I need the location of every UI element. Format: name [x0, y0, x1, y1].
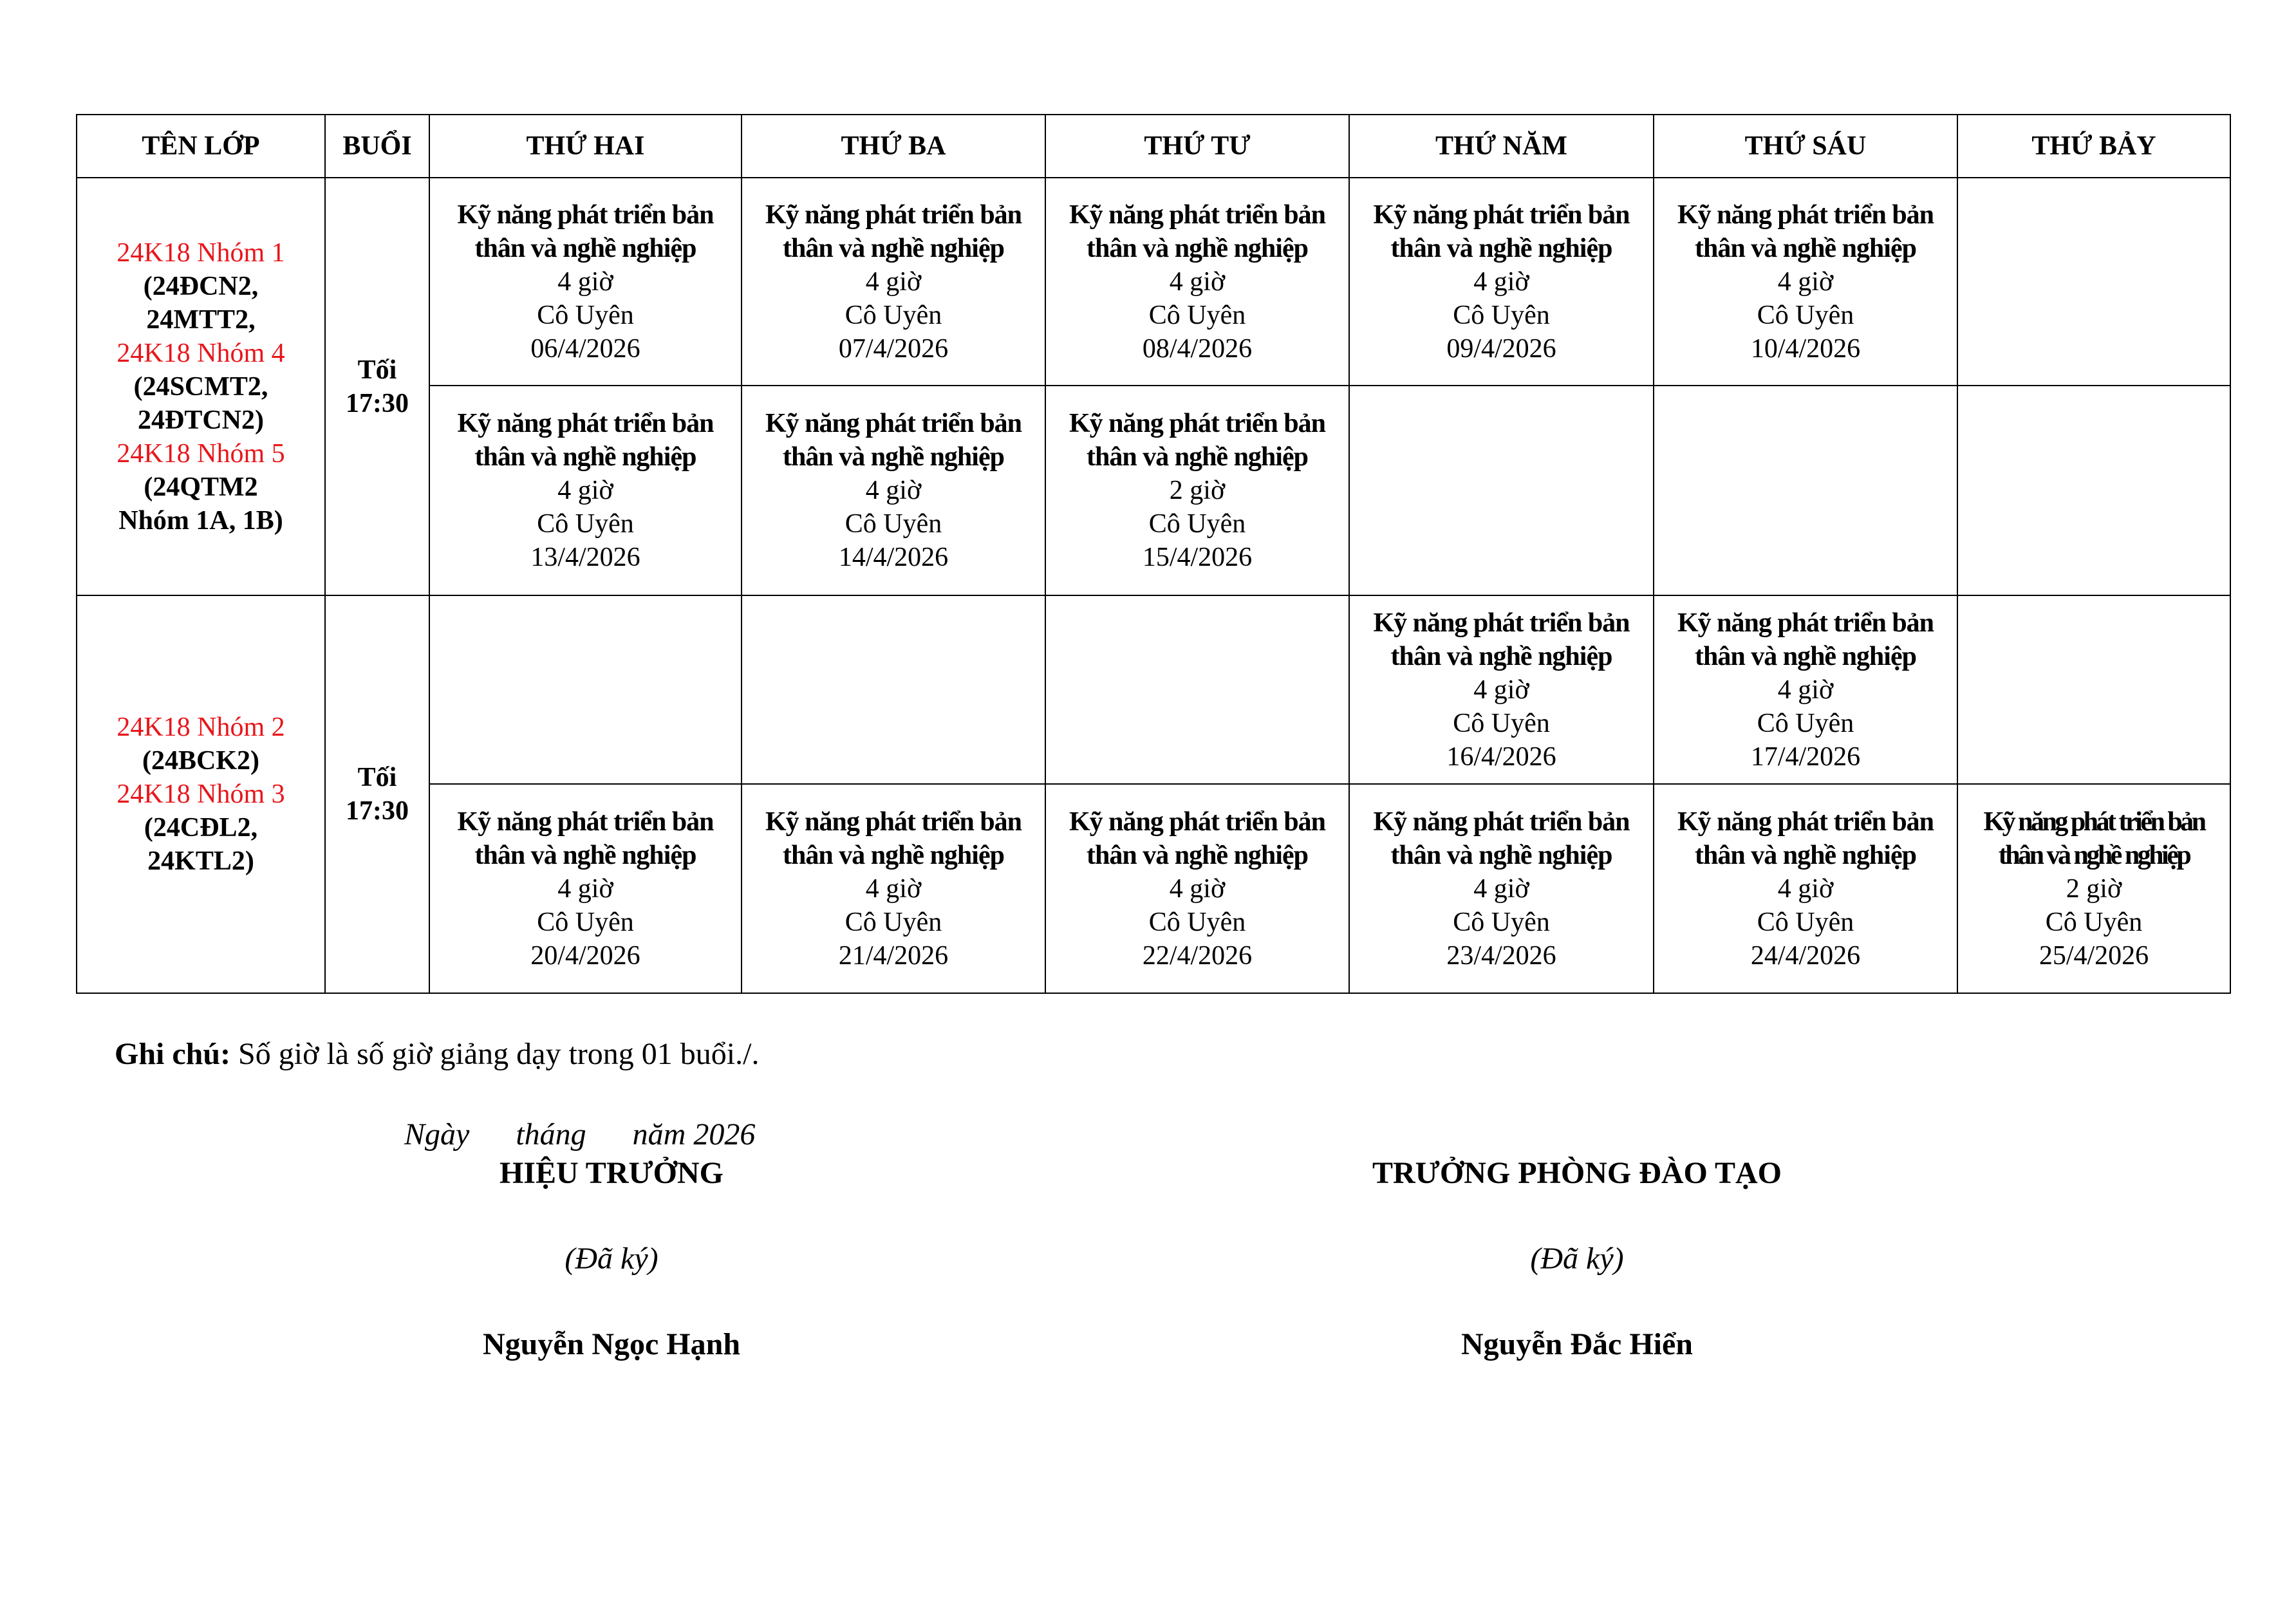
lesson-teacher: Cô Uyên — [845, 907, 942, 937]
lesson-subject: Kỹ năng phát triển bản — [765, 807, 1022, 837]
class-group-label: 24K18 Nhóm 4 — [117, 338, 285, 368]
signature-right-title: TRƯỞNG PHÒNG ĐÀO TẠO — [1372, 1156, 1782, 1190]
class-code: Nhóm 1A, 1B) — [118, 505, 283, 536]
lesson-subject: Kỹ năng phát triển bản — [1373, 807, 1630, 837]
class-code: (24CĐL2, — [144, 813, 258, 843]
lesson-hours: 4 giờ — [1169, 266, 1226, 297]
lesson-subject: Kỹ năng phát triển bản — [765, 200, 1022, 230]
lesson-teacher: Cô Uyên — [537, 907, 634, 937]
lesson-hours: 4 giờ — [557, 476, 613, 505]
class-code: 24ĐTCN2) — [138, 405, 264, 435]
empty-cell — [1045, 595, 1349, 784]
class-group-label: 24K18 Nhóm 3 — [117, 779, 285, 809]
lesson-subject: thân và nghề nghiệp — [1695, 641, 1916, 671]
lesson-hours: 4 giờ — [1473, 266, 1529, 297]
lesson-subject: thân và nghề nghiệp — [1087, 442, 1308, 472]
lesson-date: 09/4/2026 — [1446, 333, 1556, 364]
class-code: 24KTL2) — [147, 846, 254, 876]
lesson-hours: 2 giờ — [1169, 476, 1226, 505]
lesson-date: 15/4/2026 — [1142, 543, 1253, 572]
lesson-subject: Kỹ năng phát triển bản — [1983, 807, 2205, 837]
lesson-teacher: Cô Uyên — [1757, 300, 1854, 330]
lesson-subject: Kỹ năng phát triển bản — [1069, 807, 1326, 837]
header-monday: THỨ HAI — [429, 115, 742, 178]
lesson-hours: 4 giờ — [557, 873, 613, 904]
signature-left-name: Nguyễn Ngọc Hạnh — [482, 1327, 741, 1361]
lesson-hours: 4 giờ — [865, 873, 922, 904]
lesson-subject: thân và nghề nghiệp — [783, 840, 1004, 870]
class-name-cell — [77, 595, 325, 993]
empty-cell — [429, 595, 742, 784]
lesson-subject: thân và nghề nghiệp — [1998, 840, 2190, 870]
lesson-date: 06/4/2026 — [530, 333, 640, 364]
table-row — [77, 595, 2230, 784]
header-row — [77, 115, 2230, 178]
lesson-cell — [1654, 178, 1957, 386]
lesson-teacher: Cô Uyên — [845, 509, 942, 539]
lesson-cell — [742, 178, 1045, 386]
lesson-cell — [1045, 386, 1349, 595]
header-saturday: THỨ BẢY — [1957, 115, 2230, 178]
header-session: BUỔI — [325, 115, 429, 178]
class-code: (24QTM2 — [144, 472, 258, 502]
session-text: 17:30 — [346, 796, 409, 826]
lesson-date: 22/4/2026 — [1142, 940, 1253, 971]
lesson-subject: thân và nghề nghiệp — [474, 442, 696, 472]
lesson-date: 24/4/2026 — [1750, 940, 1861, 971]
lesson-subject: thân và nghề nghiệp — [1390, 641, 1612, 671]
lesson-hours: 4 giờ — [865, 266, 922, 297]
lesson-subject: Kỹ năng phát triển bản — [1677, 200, 1934, 230]
header-class: TÊN LỚP — [77, 115, 325, 178]
lesson-teacher: Cô Uyên — [1148, 300, 1246, 330]
empty-cell — [1957, 178, 2230, 386]
lesson-hours: 4 giờ — [865, 476, 922, 505]
session-cell — [325, 595, 429, 993]
lesson-subject: thân và nghề nghiệp — [1390, 233, 1612, 263]
lesson-date: 08/4/2026 — [1142, 333, 1253, 364]
lesson-cell — [429, 386, 742, 595]
lesson-hours: 4 giờ — [1169, 873, 1226, 904]
lesson-subject: Kỹ năng phát triển bản — [1677, 608, 1934, 638]
lesson-subject: thân và nghề nghiệp — [474, 840, 696, 870]
header-tuesday: THỨ BA — [742, 115, 1045, 178]
lesson-subject: thân và nghề nghiệp — [783, 233, 1004, 263]
empty-cell — [1957, 386, 2230, 595]
lesson-date: 17/4/2026 — [1750, 741, 1861, 772]
session-text: 17:30 — [346, 388, 409, 418]
lesson-hours: 4 giờ — [1777, 675, 1834, 705]
lesson-subject: Kỹ năng phát triển bản — [1677, 807, 1934, 837]
lesson-subject: Kỹ năng phát triển bản — [1069, 200, 1326, 230]
header-friday: THỨ SÁU — [1654, 115, 1957, 178]
class-code: 24MTT2, — [146, 304, 256, 335]
class-code: (24ĐCN2, — [143, 271, 259, 301]
signature-right — [1320, 1155, 1834, 1362]
lesson-subject: thân và nghề nghiệp — [1087, 840, 1308, 870]
table-row — [77, 178, 2230, 386]
signature-right-name: Nguyễn Đắc Hiển — [1461, 1327, 1693, 1361]
lesson-teacher: Cô Uyên — [1757, 708, 1854, 738]
lesson-date: 14/4/2026 — [838, 543, 949, 572]
lesson-hours: 4 giờ — [1777, 873, 1834, 904]
lesson-teacher: Cô Uyên — [1453, 300, 1550, 330]
footnote-text: Số giờ là số giờ giảng dạy trong 01 buổi./. — [230, 1037, 760, 1071]
lesson-teacher: Cô Uyên — [1148, 509, 1246, 539]
lesson-subject: Kỹ năng phát triển bản — [1373, 200, 1630, 230]
lesson-hours: 4 giờ — [1473, 675, 1529, 705]
empty-cell — [1957, 595, 2230, 784]
lesson-teacher: Cô Uyên — [2045, 907, 2143, 937]
lesson-date: 23/4/2026 — [1446, 940, 1556, 971]
schedule-table — [76, 114, 2231, 994]
lesson-date: 10/4/2026 — [1750, 333, 1861, 364]
lesson-cell — [1349, 178, 1654, 386]
lesson-subject: thân và nghề nghiệp — [1087, 233, 1308, 263]
lesson-cell — [1045, 784, 1349, 993]
class-group-label: 24K18 Nhóm 1 — [117, 238, 285, 268]
lesson-cell — [1349, 784, 1654, 993]
lesson-subject: Kỹ năng phát triển bản — [1069, 409, 1326, 438]
class-group-label: 24K18 Nhóm 5 — [117, 438, 285, 469]
lesson-subject: thân và nghề nghiệp — [1695, 840, 1916, 870]
lesson-hours: 4 giờ — [1777, 266, 1834, 297]
lesson-teacher: Cô Uyên — [845, 300, 942, 330]
lesson-subject: Kỹ năng phát triển bản — [1373, 608, 1630, 638]
date-line: Ngày tháng năm 2026 — [404, 1117, 756, 1152]
lesson-subject: thân và nghề nghiệp — [474, 233, 696, 263]
lesson-cell — [1654, 595, 1957, 784]
lesson-date: 13/4/2026 — [530, 543, 640, 572]
class-name-cell — [77, 178, 325, 595]
empty-cell — [742, 595, 1045, 784]
lesson-subject: Kỹ năng phát triển bản — [457, 807, 714, 837]
signature-left — [418, 1155, 805, 1362]
footnote — [115, 1036, 759, 1072]
lesson-cell — [1957, 784, 2230, 993]
lesson-subject: thân và nghề nghiệp — [1695, 233, 1916, 263]
class-code: (24BCK2) — [142, 746, 259, 776]
lesson-hours: 4 giờ — [1473, 873, 1529, 904]
lesson-subject: Kỹ năng phát triển bản — [765, 409, 1022, 438]
lesson-cell — [742, 386, 1045, 595]
lesson-hours: 2 giờ — [2066, 873, 2122, 904]
lesson-cell — [1045, 178, 1349, 386]
lesson-subject: Kỹ năng phát triển bản — [457, 200, 714, 230]
lesson-hours: 4 giờ — [557, 266, 613, 297]
lesson-subject: thân và nghề nghiệp — [1390, 840, 1612, 870]
header-wednesday: THỨ TƯ — [1045, 115, 1349, 178]
lesson-cell — [429, 784, 742, 993]
lesson-date: 25/4/2026 — [2039, 940, 2149, 971]
lesson-date: 20/4/2026 — [530, 940, 640, 971]
lesson-date: 07/4/2026 — [838, 333, 949, 364]
lesson-teacher: Cô Uyên — [537, 509, 634, 539]
footnote-label: Ghi chú: — [115, 1037, 231, 1071]
class-group-label: 24K18 Nhóm 2 — [117, 713, 285, 742]
signature-left-status: (Đã ký) — [565, 1242, 658, 1276]
session-cell — [325, 178, 429, 595]
lesson-date: 16/4/2026 — [1446, 741, 1556, 772]
lesson-date: 21/4/2026 — [838, 940, 949, 971]
empty-cell — [1654, 386, 1957, 595]
session-text: Tối — [357, 763, 397, 792]
signature-right-status: (Đã ký) — [1530, 1242, 1624, 1276]
lesson-cell — [742, 784, 1045, 993]
lesson-teacher: Cô Uyên — [1757, 907, 1854, 937]
signature-left-title: HIỆU TRƯỞNG — [499, 1156, 724, 1190]
empty-cell — [1349, 386, 1654, 595]
lesson-teacher: Cô Uyên — [1453, 907, 1550, 937]
lesson-cell — [1349, 595, 1654, 784]
lesson-cell — [429, 178, 742, 386]
session-text: Tối — [357, 355, 397, 385]
lesson-teacher: Cô Uyên — [537, 300, 634, 330]
class-code: (24SCMT2, — [133, 371, 268, 402]
lesson-subject: thân và nghề nghiệp — [783, 442, 1004, 472]
header-thursday: THỨ NĂM — [1349, 115, 1654, 178]
lesson-teacher: Cô Uyên — [1453, 708, 1550, 738]
lesson-teacher: Cô Uyên — [1148, 907, 1246, 937]
lesson-subject: Kỹ năng phát triển bản — [457, 409, 714, 438]
lesson-cell — [1654, 784, 1957, 993]
